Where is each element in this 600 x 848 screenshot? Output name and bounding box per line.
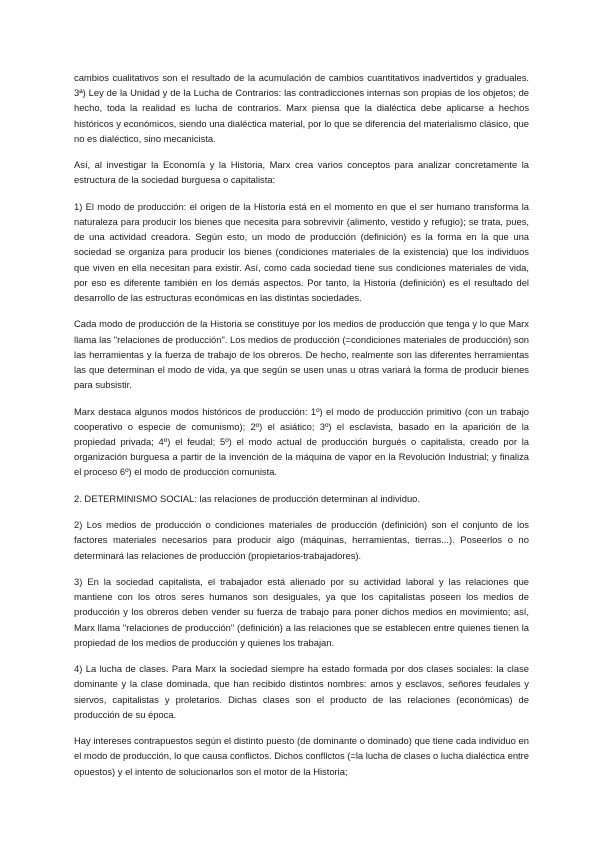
paragraph-dialectic-laws: cambios cualitativos son el resultado de la acumulación de cambios cuantitativos inadvertidos y graduales. 3ª) Ley de la Unidad y de la Lucha de Contrarios: las contradicciones internas son propias de los objetos; de hecho, toda la realidad es lucha de contrarios. Marx piensa que la dialéctica debe aplicarse a hechos históricos y económicos, siendo una dialéctica material, por lo que se diferencia del materialismo clásico, que no es dialéctico, sino mecanicista. <box>74 72 529 144</box>
paragraph-opposing-interests: Hay intereses contrapuestos según el distinto puesto (de dominante o dominado) que tiene cada individuo en el modo de producción, lo que causa conflictos. Dichos conflictos (=la lucha de clases o lucha dialéctica entre opuestos) y el intento de solucionarlos son el motor de la Historia; <box>74 735 529 777</box>
section-heading-social-determinism: 2. DETERMINISMO SOCIAL: las relaciones de producción determinan al individuo. <box>74 492 420 504</box>
paragraph-alienation: 3) En la sociedad capitalista, el trabajador está alienado por su actividad laboral y las relaciones que mantiene con los otros seres humanos son desiguales, ya que los capitalistas poseen los medios de producción y los obreros deben vender su fuerza de trabajo para poner dichos medios en movimiento; así, Marx llama "relaciones de producción" (definición) a las relaciones que se establecen entre quienes tienen la propiedad de los medios de producción y quienes los trabajan. <box>74 576 529 648</box>
paragraph-class-struggle: 4) La lucha de clases. Para Marx la sociedad siempre ha estado formada por dos clases sociales: la clase dominante y la clase dominada, que han recibido distintos nombres: amos y esclavos, señores feudales y siervos, capitalistas y proletarios. Dichas clases son el producto de las relaciones (económicas) de producción de su época. <box>74 663 529 720</box>
document-page <box>74 70 529 790</box>
paragraph-marx-concepts-intro: Así, al investigar la Economía y la Historia, Marx crea varios conceptos para analizar concretamente la estructura de la sociedad burguesa o capitalista: <box>74 159 529 186</box>
paragraph-means-and-relations: Cada modo de producción de la Historia se constituye por los medios de producción que tenga y lo que Marx llama las "relaciones de producción". Los medios de producción (=condiciones materiales de producción) son las herramientas y la fuerza de trabajo de los obreros. De hecho, realmente son las diferentes herramientas las que determinan el modo de vida, ya que según se usen unas u otras variará la forma de producir bienes para subsistir. <box>74 318 529 391</box>
paragraph-historical-modes: Marx destaca algunos modos históricos de producción: 1º) el modo de producción primitivo (con un trabajo cooperativo o especie de comunismo); 2º) el asiático; 3º) el esclavista, basado en la aparición de la propiedad privada; 4º) el feudal; 5º) el modo actual de producción burgués o capitalista, creado por la organización burguesa a partir de la invención de la máquina de vapor en la Revolución Industrial; y finaliza el proceso 6º) el modo de producción comunista. <box>74 405 529 478</box>
paragraph-mode-of-production: 1) El modo de producción: el origen de la Historia está en el momento en que el ser humano transforma la naturaleza para producir los bienes que necesita para sobrevivir (alimento, vestido y refugio); se trata, pues, de una actividad creadora. Según esto, un modo de producción (definición) es la forma en la que una sociedad se organiza para producir los bienes (condiciones materiales de la existencia) que los individuos que viven en ella necesitan para existir. Así, como cada sociedad tiene sus condiciones materiales de vida, por eso es diferente también en los demás aspectos. Por tanto, la Historia (definición) es el resultado del desarrollo de las estructuras económicas en las distintas sociedades. <box>74 200 529 304</box>
paragraph-means-of-production: 2) Los medios de producción o condiciones materiales de producción (definición) son el conjunto de los factores materiales necesarios para producir algo (máquinas, herramientas, tierras...). Poseerlos o no determinará las relaciones de producción (propietarios-trabajadores). <box>74 519 529 561</box>
